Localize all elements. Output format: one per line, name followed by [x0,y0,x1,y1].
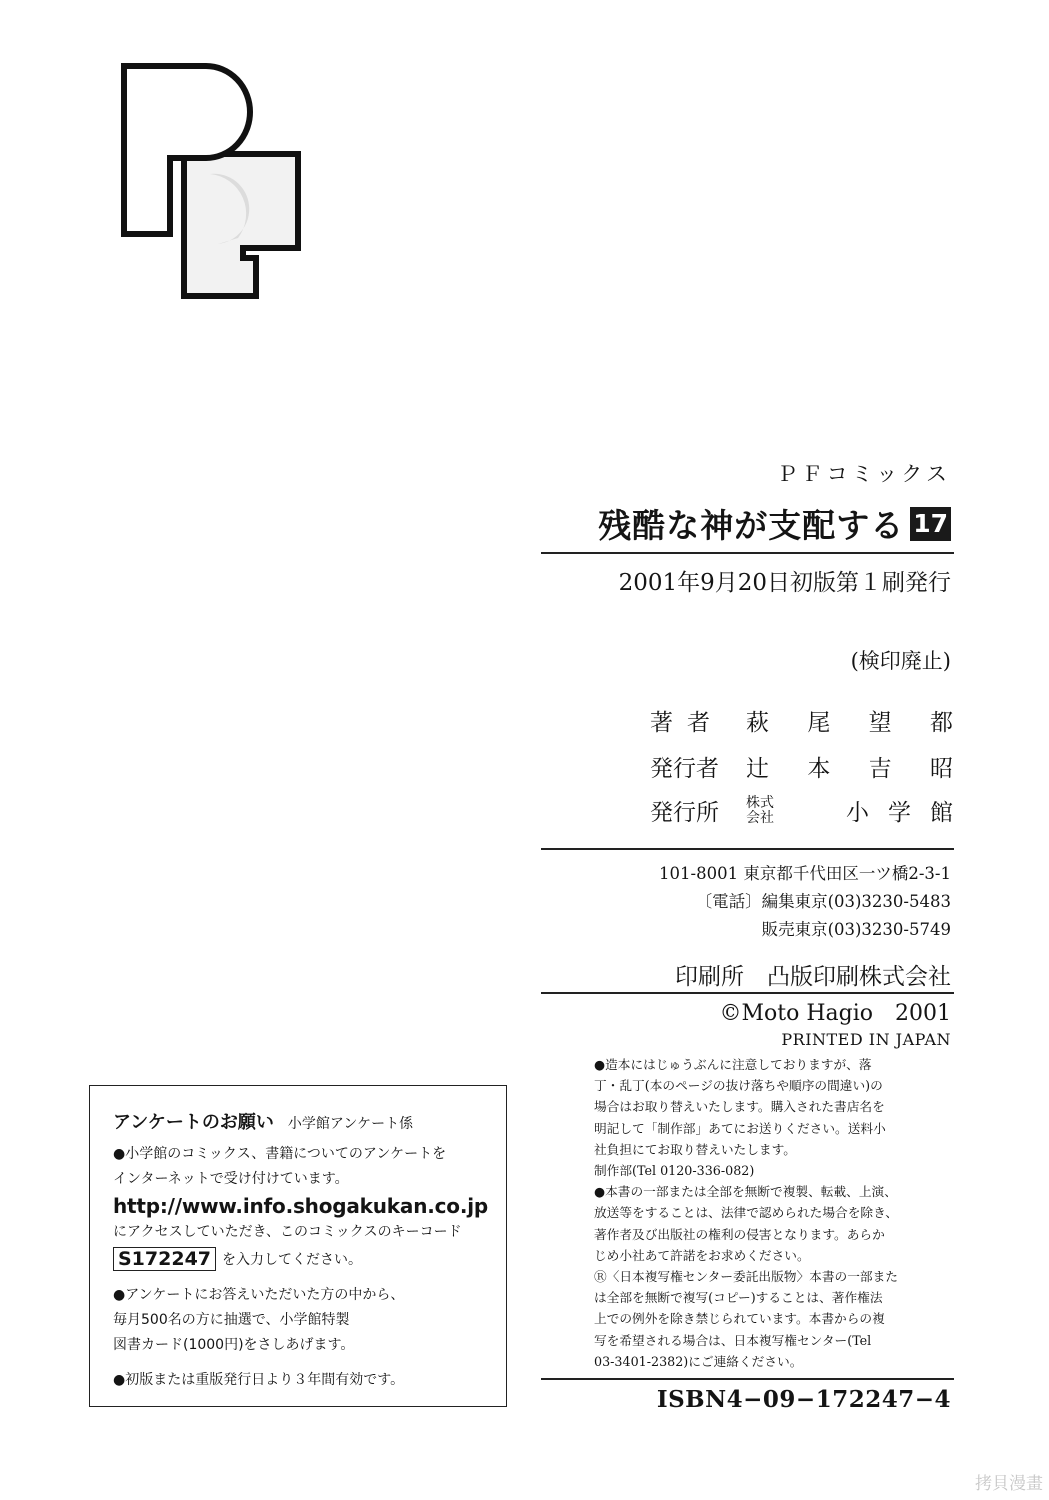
publisher-person-char: 辻 [746,756,769,782]
survey-line: ●初版または重版発行日より３年間有効です。 [113,1372,405,1388]
key-code-suffix: を入力してください。 [222,1252,363,1268]
notice-line: 社負担にてお取り替えいたします。 [594,1141,796,1157]
volume-badge: 17 [910,507,951,541]
publisher-label: 発行所 [650,800,719,826]
notice-line: 上での例外を除き禁じられています。本書からの複 [594,1311,885,1327]
notice-line: 明記して「制作部」あてにお送りください。送料小 [594,1120,886,1136]
key-code-row [113,1245,506,1273]
notice-line: は全部を無断で複写(コピー)することは、著作権法 [594,1290,883,1306]
credits-divider [541,848,954,850]
survey-header [113,1108,506,1134]
survey-line: ●アンケートにお答えいただいた方の中から、 [113,1287,405,1303]
publisher-name-char: 小 [846,800,869,826]
publisher-name-char: 学 [888,800,911,826]
publisher-person-char: 本 [807,756,831,782]
notice-line: 制作部(Tel 0120-336-082) [594,1163,755,1179]
key-code: S172247 [113,1247,216,1271]
author-name [746,704,953,737]
seal-note: (検印廃止) [850,649,951,673]
publisher-person-row [650,750,953,783]
survey-title: アンケートのお願い [113,1112,274,1133]
publisher-row [650,794,953,827]
printer: 印刷所 凸版印刷株式会社 [675,964,951,990]
survey-dept: 小学館アンケート係 [287,1116,414,1132]
publisher-person-name [746,750,953,783]
survey-box [89,1085,507,1407]
publisher-name-char: 館 [930,800,953,826]
notice-line: 放送等をすることは、法律で認められた場合を除き、 [594,1205,898,1221]
survey-line: 毎月500名の方に抽選で、小学館特製 [113,1312,350,1328]
pf-logo-mark [118,58,308,304]
issue-date: 2001年9月20日初版第１刷発行 [618,570,951,596]
notice-line: 著作者及び出版社の権利の侵害となります。あらか [594,1226,885,1242]
notice-line: 場合はお取り替えいたします。購入された書店名を [594,1099,885,1115]
author-name-char: 尾 [807,710,831,736]
publisher-name [846,794,953,827]
author-label: 著者 [650,710,724,736]
publisher-person-label: 発行者 [650,756,719,782]
pf-logo [118,58,308,304]
isbn: ISBN4−09−172247−4 [656,1386,951,1413]
phone-editorial: 〔電話〕編集東京(03)3230-5483 [695,892,951,911]
notice-line: Ⓡ〈日本複写権センター委託出版物〉本書の一部また [594,1269,898,1285]
notice-line: 丁・乱丁(本のページの抜け落ちや順序の間違い)の [594,1078,883,1094]
author-row [650,704,953,737]
isbn-divider [541,1378,954,1380]
phone-sales: 販売東京(03)3230-5749 [761,920,951,939]
publisher-address: 101-8001 東京都千代田区一ツ橋2-3-1 [659,864,951,883]
publisher-person-char: 吉 [868,756,892,782]
survey-line: インターネットで受け付けています。 [113,1171,349,1187]
survey-line: 図書カード(1000円)をさしあげます。 [113,1337,355,1353]
author-name-char: 望 [868,710,892,736]
survey-line: にアクセスしていただき、このコミックスのキーコード [113,1224,462,1240]
watermark: 拷貝漫畫 [975,1474,1043,1494]
series-name: ＰＦコミックス [776,462,951,486]
survey-line: ●小学館のコミックス、書籍についてのアンケートを [113,1146,447,1162]
title-row [598,500,951,547]
book-title: 残酷な神が支配する [598,506,905,545]
notice-line: 写を希望される場合は、日本複写権センター(Tel [594,1332,872,1348]
title-divider [541,552,954,554]
notice-line: ●本書の一部または全部を無断で複製、転載、上演、 [594,1184,897,1200]
printer-divider [541,992,954,994]
legal-notice [594,1054,954,1372]
notice-line: 03-3401-2382)にご連絡ください。 [594,1353,803,1369]
notice-line: じめ小社あて許諾をお求めください。 [594,1247,810,1263]
printed-in: PRINTED IN JAPAN [781,1030,951,1049]
notice-line: ●造本にはじゅうぶんに注意しておりますが、落 [594,1057,872,1072]
company-type: 株式会社 [746,794,774,826]
survey-url-link[interactable]: http://www.info.shogakukan.co.jp [113,1194,488,1218]
author-name-char: 萩 [746,710,769,736]
copyright: ©Moto Hagio 2001 [719,1001,951,1026]
publisher-person-char: 昭 [929,756,953,782]
author-name-char: 都 [929,710,953,736]
